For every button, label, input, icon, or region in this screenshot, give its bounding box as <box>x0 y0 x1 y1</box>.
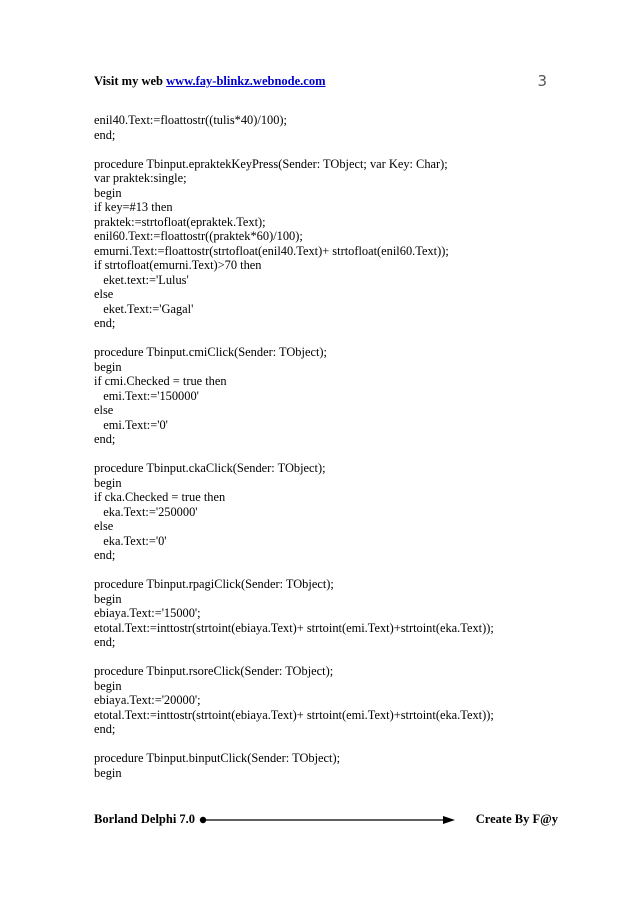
code-line: eka.Text:='250000' <box>94 504 198 519</box>
code-line: emi.Text:='0' <box>94 417 168 432</box>
code-line: procedure Tbinput.binputClick(Sender: TObject); <box>94 751 341 765</box>
page-header <box>94 74 547 94</box>
code-line: begin <box>94 591 122 606</box>
code-line: procedure Tbinput.ckaClick(Sender: TObject); <box>94 461 326 475</box>
code-line: enil60.Text:=floattostr((praktek*60)/100); <box>94 229 303 243</box>
code-line: begin <box>94 359 122 374</box>
code-line: var praktek:single; <box>94 171 187 185</box>
code-line: end; <box>94 127 116 142</box>
code-line: etotal.Text:=inttostr(strtoint(ebiaya.Text)+ strtoint(emi.Text)+strtoint(eka.Text)); <box>94 620 494 635</box>
code-line: end; <box>94 316 116 330</box>
code-line: else <box>94 287 114 301</box>
code-line: if key=#13 then <box>94 200 173 214</box>
blank-line <box>94 563 564 578</box>
code-line: etotal.Text:=inttostr(strtoint(ebiaya.Text)+ strtoint(emi.Text)+strtoint(eka.Text)); <box>94 707 494 722</box>
code-line: begin <box>94 765 122 780</box>
code-line: end; <box>94 722 116 736</box>
website-link[interactable]: www.fay-blinkz.webnode.com <box>166 74 326 88</box>
footer-left-text: Borland Delphi 7.0 <box>94 812 196 826</box>
code-line: begin <box>94 475 122 490</box>
blank-line <box>94 331 564 346</box>
code-line: end; <box>94 432 116 446</box>
code-line: emi.Text:='150000' <box>94 388 199 403</box>
code-line: praktek:=strtofloat(epraktek.Text); <box>94 214 266 229</box>
page-footer <box>94 812 558 832</box>
code-line: else <box>94 403 114 417</box>
code-line: end; <box>94 548 116 562</box>
header-prefix: Visit my web <box>94 74 167 88</box>
code-line: eka.Text:='0' <box>94 533 167 548</box>
code-listing <box>94 113 564 780</box>
blank-line <box>94 650 564 665</box>
code-line: end; <box>94 635 116 649</box>
code-line: procedure Tbinput.rpagiClick(Sender: TObject); <box>94 577 334 591</box>
blank-line <box>94 142 564 157</box>
footer-right-text: Create By F@y <box>475 812 558 826</box>
code-line: emurni.Text:=floattostr(strtofloat(enil40.Text)+ strtofloat(enil60.Text)); <box>94 243 449 258</box>
code-line: ebiaya.Text:='15000'; <box>94 606 201 620</box>
page-number: 3 <box>537 72 547 90</box>
code-line: eket.Text:='Gagal' <box>94 301 194 316</box>
code-line: if cka.Checked = true then <box>94 490 226 504</box>
code-line: procedure Tbinput.cmiClick(Sender: TObject); <box>94 345 327 359</box>
code-line: begin <box>94 185 122 200</box>
code-line: else <box>94 519 114 533</box>
blank-line <box>94 447 564 462</box>
blank-line <box>94 737 564 752</box>
code-line: if strtofloat(emurni.Text)>70 then <box>94 258 262 272</box>
code-line: procedure Tbinput.rsoreClick(Sender: TObject); <box>94 664 334 678</box>
code-line: procedure Tbinput.epraktekKeyPress(Sender: TObject; var Key: Char); <box>94 156 448 171</box>
code-line: ebiaya.Text:='20000'; <box>94 693 201 707</box>
code-line: enil40.Text:=floattostr((tulis*40)/100); <box>94 113 287 127</box>
code-line: eket.text:='Lulus' <box>94 272 189 287</box>
code-line: begin <box>94 678 122 693</box>
footer-arrow-icon <box>198 813 456 827</box>
code-line: if cmi.Checked = true then <box>94 374 227 388</box>
